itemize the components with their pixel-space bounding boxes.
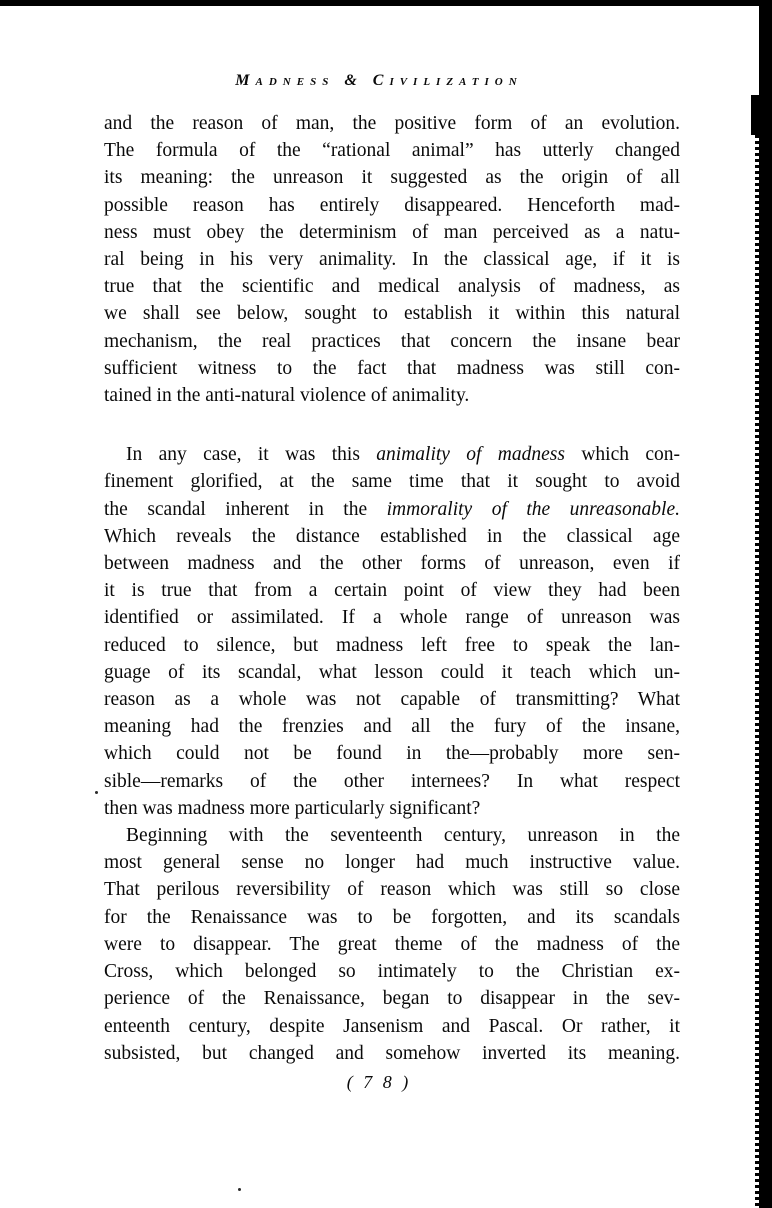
text-line bbox=[104, 931, 680, 958]
text-segment: tained in the anti-natural violence of animality. bbox=[104, 385, 470, 407]
text-line bbox=[104, 795, 680, 822]
text-segment: which con- bbox=[564, 444, 680, 466]
text-segment: were to disappear. The great theme of the madness of the bbox=[104, 933, 680, 955]
text-line bbox=[104, 713, 680, 740]
text-line bbox=[104, 1040, 680, 1067]
text-segment: its meaning: the unreason it suggested as the origin of all bbox=[104, 167, 680, 189]
text-line bbox=[104, 355, 680, 382]
text-line bbox=[104, 740, 680, 767]
paragraph bbox=[104, 822, 680, 1067]
text-line bbox=[104, 659, 680, 686]
scan-artifact-dot bbox=[238, 1188, 241, 1191]
text-segment: which could not be found in the—probably more sen- bbox=[104, 743, 680, 765]
text-segment: sible—remarks of the other internees? In what respect bbox=[104, 770, 680, 792]
text-line bbox=[104, 876, 680, 903]
running-header: Madness & Civilization bbox=[235, 72, 523, 89]
text-line bbox=[104, 382, 680, 409]
text-segment: reduced to silence, but madness left free to speak the lan- bbox=[104, 634, 680, 656]
paragraph bbox=[104, 110, 680, 409]
text-segment: finement glorified, at the same time that it sought to avoid bbox=[104, 471, 680, 493]
text-segment: reason as a whole was not capable of transmitting? What bbox=[104, 689, 680, 711]
scan-edge-right bbox=[759, 0, 772, 1208]
text-segment: identified or assimilated. If a whole range of unreason was bbox=[104, 607, 680, 629]
scan-edge-dashes bbox=[755, 135, 760, 1208]
text-line bbox=[104, 577, 680, 604]
text-line bbox=[104, 496, 680, 523]
text-line bbox=[104, 985, 680, 1012]
text-line bbox=[104, 110, 680, 137]
text-segment: guage of its scandal, what lesson could it teach which un- bbox=[104, 661, 680, 683]
text-segment: Which reveals the distance established in the classical age bbox=[104, 525, 680, 547]
text-line bbox=[104, 137, 680, 164]
text-line bbox=[104, 849, 680, 876]
italic-text-segment: animality of madness bbox=[376, 444, 565, 466]
text-line bbox=[104, 550, 680, 577]
text-segment: possible reason has entirely disappeared. Henceforth mad- bbox=[104, 194, 680, 216]
page-number: ( 7 8 ) bbox=[346, 1072, 412, 1092]
text-segment: mechanism, the real practices that concern the insane bear bbox=[104, 330, 680, 352]
text-line bbox=[104, 523, 680, 550]
text-segment: In any case, it was this bbox=[126, 444, 377, 466]
text-line bbox=[104, 219, 680, 246]
text-segment: and the reason of man, the positive form of an evolution. bbox=[104, 113, 680, 134]
paragraph bbox=[104, 441, 680, 822]
text-line bbox=[104, 273, 680, 300]
text-line bbox=[104, 468, 680, 495]
text-segment: meaning had the frenzies and all the fury of the insane, bbox=[104, 716, 680, 738]
text-segment: then was madness more particularly significant? bbox=[104, 797, 481, 819]
text-segment: ral being in his very animality. In the classical age, if it is bbox=[104, 249, 680, 271]
text-line bbox=[104, 768, 680, 795]
text-line bbox=[104, 1013, 680, 1040]
text-segment: subsisted, but changed and somehow inverted its meaning. bbox=[104, 1042, 680, 1064]
text-line bbox=[104, 686, 680, 713]
scan-artifact-dot bbox=[95, 791, 98, 794]
text-segment: for the Renaissance was to be forgotten, and its scandals bbox=[104, 906, 680, 928]
text-segment: Cross, which belonged so intimately to the Christian ex- bbox=[104, 961, 680, 983]
text-line bbox=[104, 904, 680, 931]
text-segment: the scandal inherent in the bbox=[104, 498, 387, 520]
text-segment: true that the scientific and medical analysis of madness, as bbox=[104, 276, 680, 298]
text-segment: ness must obey the determinism of man perceived as a natu- bbox=[104, 221, 680, 243]
scan-edge-bump bbox=[751, 95, 760, 135]
text-segment: sufficient witness to the fact that madness was still con- bbox=[104, 357, 680, 379]
text-line bbox=[104, 822, 680, 849]
text-line bbox=[104, 604, 680, 631]
text-line bbox=[104, 958, 680, 985]
text-line bbox=[104, 632, 680, 659]
text-segment: perience of the Renaissance, began to disappear in the sev- bbox=[104, 988, 680, 1010]
text-line bbox=[104, 192, 680, 219]
text-segment: enteenth century, despite Jansenism and Pascal. Or rather, it bbox=[104, 1015, 680, 1037]
text-segment: That perilous reversibility of reason which was still so close bbox=[104, 879, 680, 901]
text-segment: between madness and the other forms of unreason, even if bbox=[104, 553, 680, 575]
text-line bbox=[104, 328, 680, 355]
text-segment: most general sense no longer had much instructive value. bbox=[104, 852, 680, 874]
text-line bbox=[104, 300, 680, 327]
text-line bbox=[104, 246, 680, 273]
text-line bbox=[104, 441, 680, 468]
scan-edge-top bbox=[0, 0, 772, 6]
text-segment: The formula of the “rational animal” has utterly changed bbox=[104, 140, 680, 162]
text-segment: it is true that from a certain point of view they had been bbox=[104, 580, 680, 602]
text-segment: we shall see below, sought to establish it within this natural bbox=[104, 303, 680, 325]
text-line bbox=[104, 164, 680, 191]
text-segment: Beginning with the seventeenth century, unreason in the bbox=[126, 825, 680, 847]
body-text bbox=[104, 110, 680, 1067]
italic-text-segment: immorality of the unreasonable. bbox=[386, 498, 680, 520]
